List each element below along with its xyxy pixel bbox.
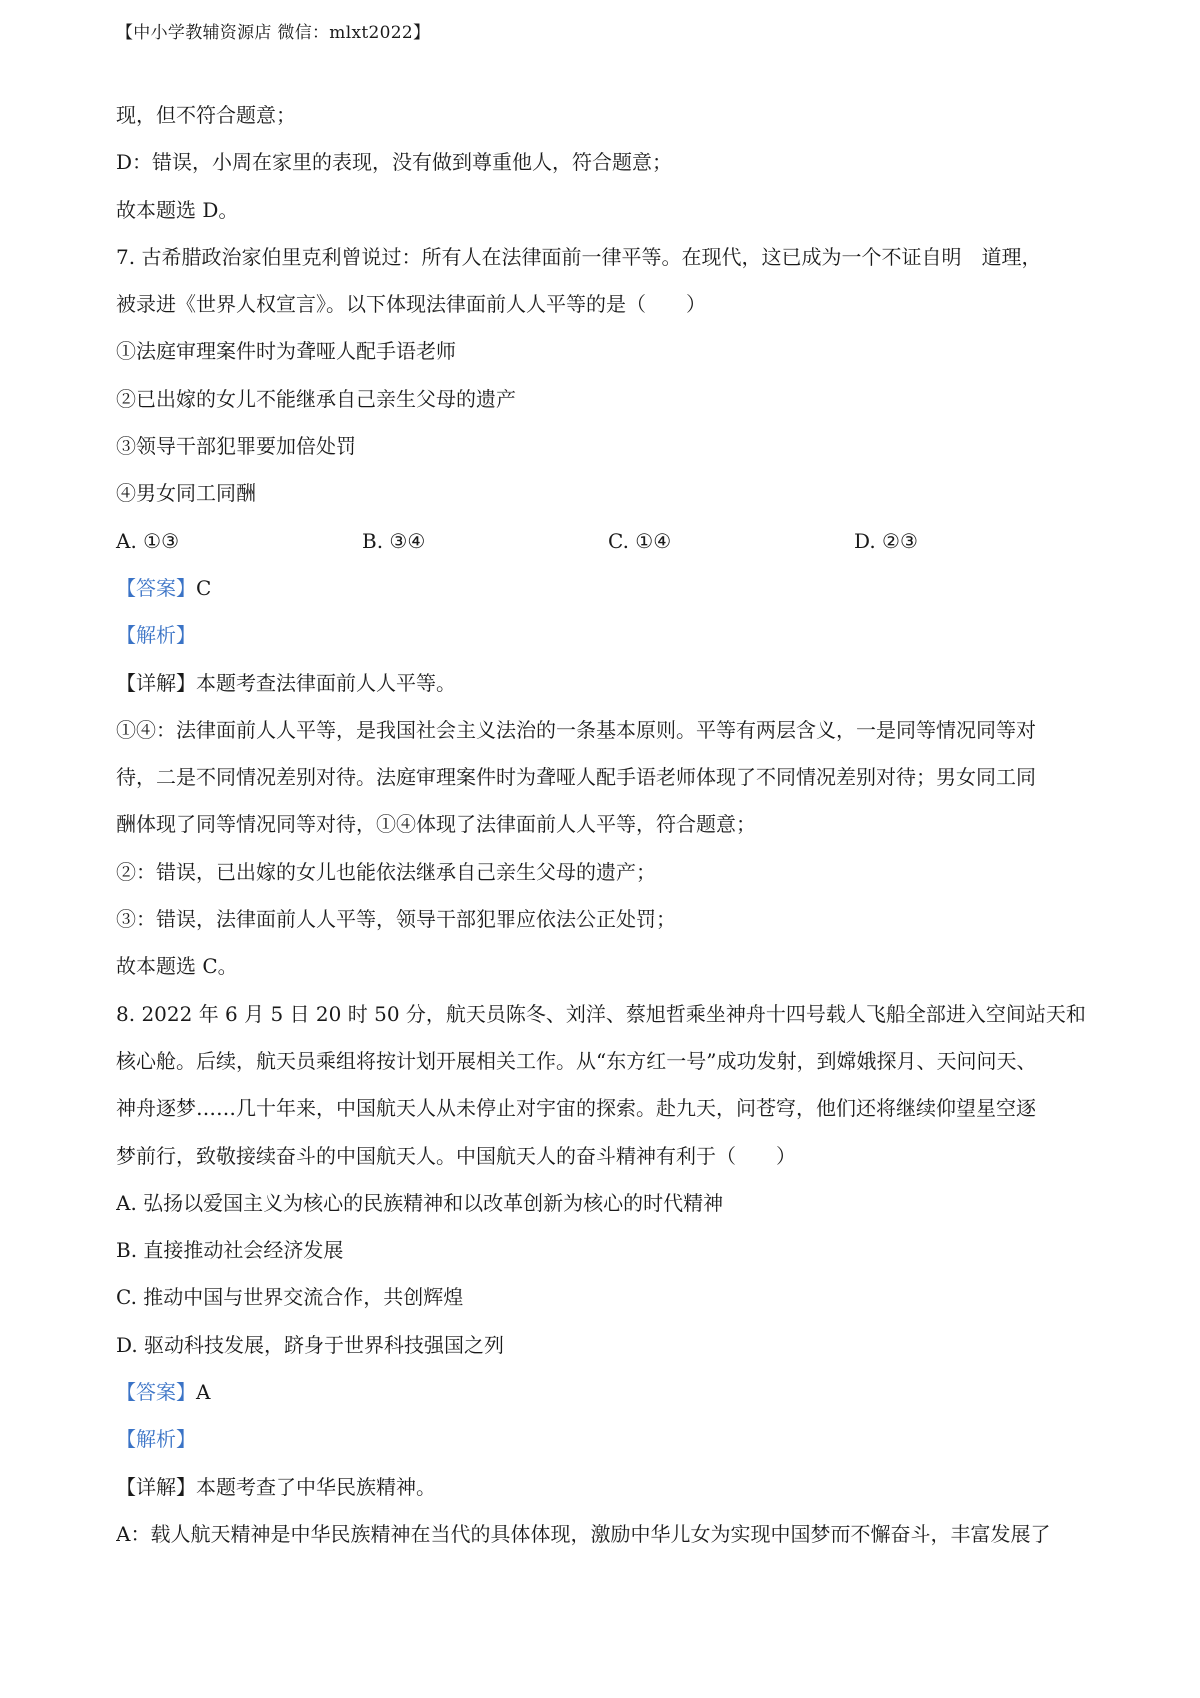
q8-option-c: C. 推动中国与世界交流合作，共创辉煌	[116, 1285, 464, 1310]
q7-item: ①法庭审理案件时为聋哑人配手语老师	[116, 339, 456, 364]
q7-option-a: A. ①③	[116, 528, 180, 553]
q7-detail-line: ②：错误，已出嫁的女儿也能依法继承自己亲生父母的遗产；	[116, 859, 656, 884]
q7-item: ③领导干部犯罪要加倍处罚	[116, 434, 356, 459]
analysis-tag: 【解析】	[116, 623, 196, 648]
q7-detail-line: 待，二是不同情况差别对待。法庭审理案件时为聋哑人配手语老师体现了不同情况差别对待；男女同工同	[116, 765, 1036, 790]
q8-stem-line: 8. 2022 年 6 月 5 日 20 时 50 分，航天员陈冬、刘洋、蔡旭哲乘坐神舟十四号载人飞船全部进入空间站天和	[116, 1001, 1086, 1026]
q7-detail-line: ①④：法律面前人人平等，是我国社会主义法治的一条基本原则。平等有两层含义，一是同等情况同等对	[116, 717, 1036, 742]
q8-stem-line: 梦前行，致敬接续奋斗的中国航天人。中国航天人的奋斗精神有利于（ ）	[116, 1143, 796, 1168]
q8-option-a: A. 弘扬以爱国主义为核心的民族精神和以改革创新为核心的时代精神	[116, 1190, 724, 1215]
q7-item: ④男女同工同酬	[116, 481, 256, 506]
q7-option-b: B. ③④	[362, 528, 426, 553]
text-line: D：错误，小周在家里的表现，没有做到尊重他人，符合题意；	[116, 150, 673, 175]
answer-tag: 【答案】	[116, 1380, 196, 1405]
q7-detail-line: 【详解】本题考查法律面前人人平等。	[116, 670, 456, 695]
q7-item: ②已出嫁的女儿不能继承自己亲生父母的遗产	[116, 386, 516, 411]
q7-stem-line: 被录进《世界人权宣言》。以下体现法律面前人人平等的是（ ）	[116, 292, 706, 317]
answer-tag: 【答案】	[116, 575, 196, 600]
text-line: 故本题选 D。	[116, 197, 239, 222]
q7-option-c: C. ①④	[608, 528, 672, 553]
analysis-tag: 【解析】	[116, 1427, 196, 1452]
q7-answer	[116, 573, 1106, 620]
q7-detail-line: 故本题选 C。	[116, 954, 238, 979]
q8-option-d: D. 驱动科技发展，跻身于世界科技强国之列	[116, 1332, 505, 1357]
q8-detail-line: A：载人航天精神是中华民族精神在当代的具体体现，激励中华儿女为实现中国梦而不懈奋斗，丰富发展了	[116, 1521, 1051, 1546]
q8-stem-line: 核心舱。后续，航天员乘组将按计划开展相关工作。从“东方红一号”成功发射，到嫦娥探月、天问问天、	[116, 1048, 1037, 1073]
q7-option-d: D. ②③	[854, 528, 918, 553]
q8-answer	[116, 1377, 1106, 1424]
q7-analysis	[116, 620, 1106, 667]
q8-stem-line: 神舟逐梦……几十年来，中国航天人从未停止对宇宙的探索。赴九天，问苍穹，他们还将继续仰望星空逐	[116, 1096, 1036, 1121]
q8-option-b: B. 直接推动社会经济发展	[116, 1238, 344, 1263]
q7-detail-line: ③：错误，法律面前人人平等，领导干部犯罪应依法公正处罚；	[116, 907, 676, 932]
text-line: 现，但不符合题意；	[116, 103, 296, 127]
q7-stem-line: 7. 古希腊政治家伯里克利曾说过：所有人在法律面前一律平等。在现代，这已成为一个不证自明 道理，	[116, 244, 1042, 269]
q7-detail-line: 酬体现了同等情况同等对待，①④体现了法律面前人人平等，符合题意；	[116, 812, 756, 837]
q8-analysis	[116, 1424, 1106, 1471]
page-content	[116, 100, 1106, 1566]
page-header: 【中小学教辅资源店 微信：mlxt2022】	[116, 23, 431, 43]
answer-value: C	[196, 575, 212, 600]
answer-value: A	[196, 1380, 211, 1405]
q7-options	[116, 526, 1106, 573]
q8-detail-line: 【详解】本题考查了中华民族精神。	[116, 1474, 436, 1499]
